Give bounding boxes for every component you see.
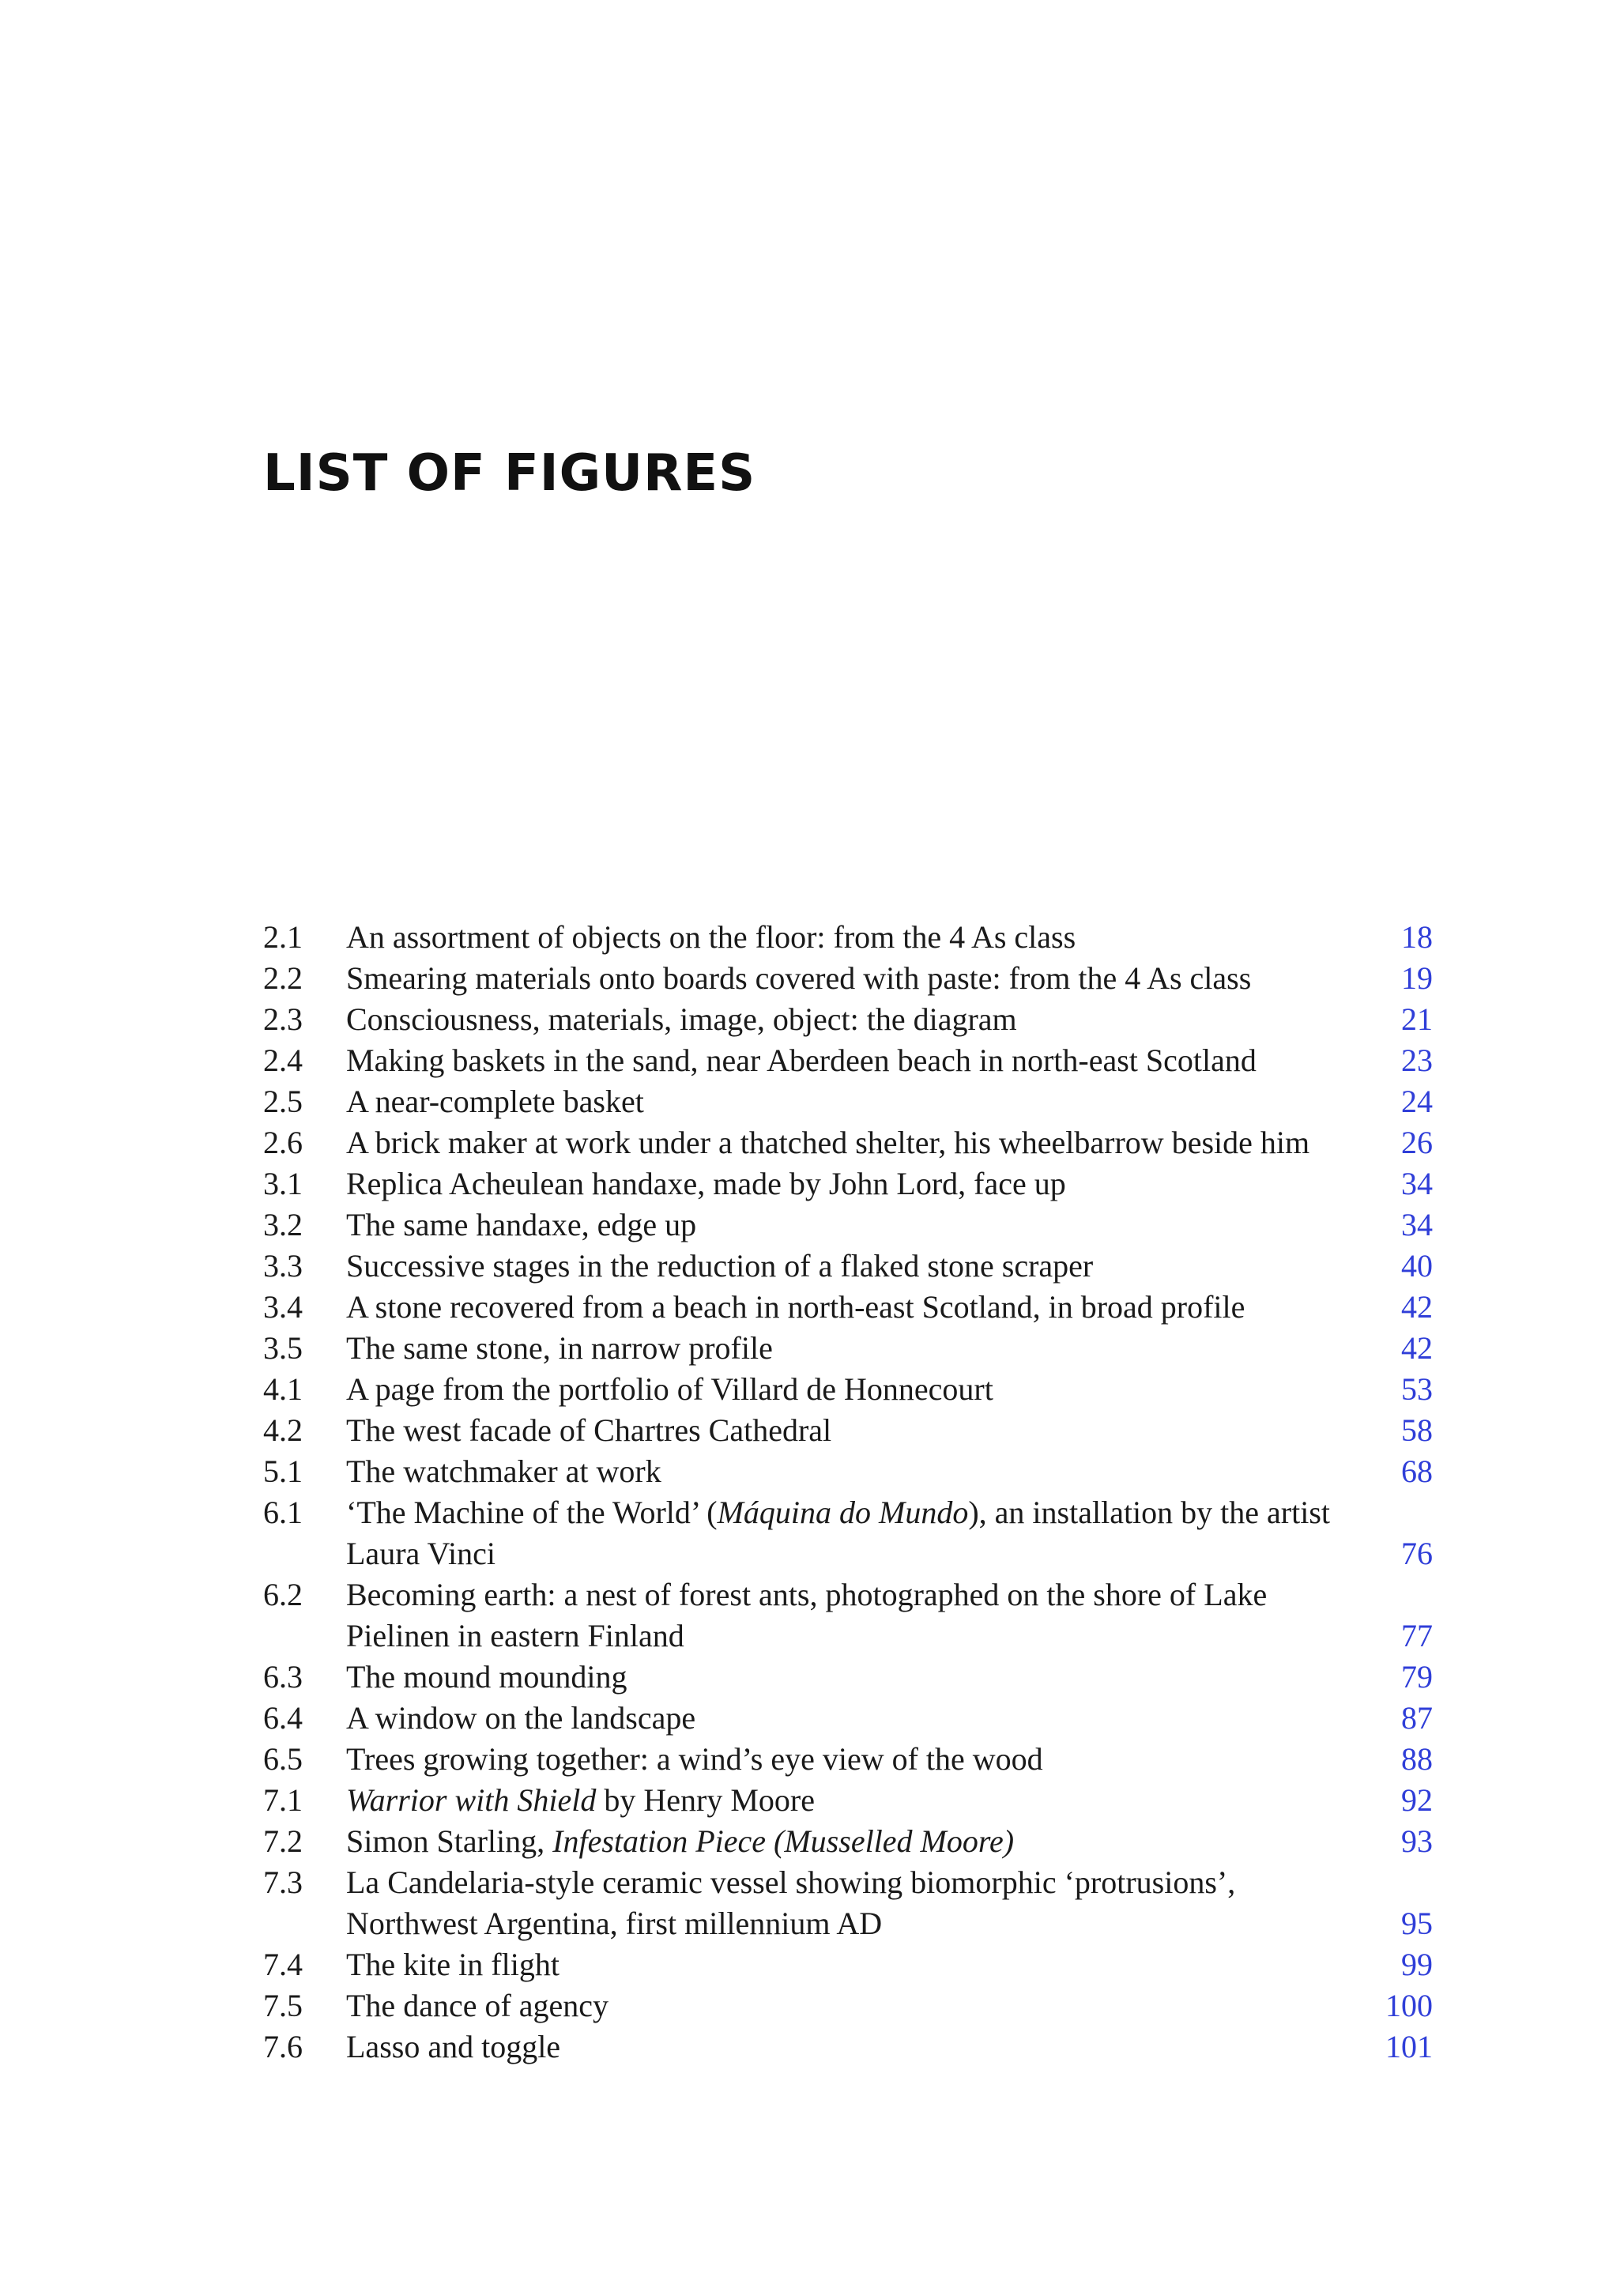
caption-text: The watchmaker at work: [346, 1453, 661, 1489]
figure-caption: [346, 1944, 1338, 1985]
figure-page-link[interactable]: 34: [1401, 1166, 1433, 1201]
figure-page-link[interactable]: 26: [1401, 1125, 1433, 1160]
caption-text: Trees growing together: a wind’s eye view of the wood: [346, 1741, 1043, 1777]
figure-number: 7.3: [263, 1864, 303, 1900]
figure-entry: [263, 1739, 1433, 1780]
figure-entry: [263, 1122, 1433, 1163]
figure-entry: [263, 958, 1433, 999]
figure-entry: [263, 1246, 1433, 1287]
figure-number: 6.1: [263, 1495, 303, 1530]
figure-entry: [263, 1985, 1433, 2026]
figure-page-link[interactable]: 68: [1401, 1453, 1433, 1489]
figure-number: 2.3: [263, 1001, 303, 1037]
figure-caption: [346, 1328, 1338, 1369]
figure-number: 6.5: [263, 1741, 303, 1777]
figure-caption: [346, 917, 1338, 958]
figure-list: [263, 917, 1433, 2068]
figure-caption: [346, 1081, 1338, 1122]
figure-entry: [263, 999, 1433, 1040]
caption-text: Making baskets in the sand, near Aberdeen beach in north-east Scotland: [346, 1042, 1257, 1078]
figure-number: 5.1: [263, 1453, 303, 1489]
caption-text: A window on the landscape: [346, 1700, 696, 1736]
figure-page-link[interactable]: 101: [1385, 2029, 1433, 2064]
figure-number: 4.1: [263, 1371, 303, 1407]
figure-page-link[interactable]: 42: [1401, 1289, 1433, 1325]
figure-caption: [346, 1287, 1338, 1328]
figure-caption: [346, 1574, 1338, 1657]
figure-caption: [346, 1122, 1338, 1163]
figure-page-link[interactable]: 100: [1385, 1988, 1433, 2023]
figure-caption: [346, 1821, 1338, 1862]
figure-caption: [346, 1657, 1338, 1698]
figure-page-link[interactable]: 40: [1401, 1248, 1433, 1284]
figure-entry: [263, 1205, 1433, 1246]
figure-caption: [346, 1739, 1338, 1780]
figure-caption: [346, 1246, 1338, 1287]
caption-text: Simon Starling,: [346, 1823, 553, 1859]
figure-page-link[interactable]: 23: [1401, 1042, 1433, 1078]
figure-entry: [263, 1574, 1433, 1657]
caption-text: The west facade of Chartres Cathedral: [346, 1412, 832, 1448]
figure-number: 7.2: [263, 1823, 303, 1859]
figure-caption: [346, 1862, 1338, 1944]
figure-number: 2.2: [263, 960, 303, 996]
figure-page-link[interactable]: 79: [1401, 1659, 1433, 1695]
figure-number: 3.4: [263, 1289, 303, 1325]
figure-page-link[interactable]: 92: [1401, 1782, 1433, 1818]
figure-number: 3.2: [263, 1207, 303, 1242]
figure-number: 3.3: [263, 1248, 303, 1284]
figure-entry: [263, 1698, 1433, 1739]
figure-number: 6.4: [263, 1700, 303, 1736]
figure-entry: [263, 1163, 1433, 1205]
figure-entry: [263, 917, 1433, 958]
figure-number: 2.1: [263, 919, 303, 955]
figure-number: 2.5: [263, 1084, 303, 1119]
caption-text: A near-complete basket: [346, 1084, 644, 1119]
figure-number: 4.2: [263, 1412, 303, 1448]
figure-number: 3.5: [263, 1330, 303, 1366]
figure-entry: [263, 1492, 1433, 1574]
figure-page-link[interactable]: 87: [1401, 1700, 1433, 1736]
caption-text: The same handaxe, edge up: [346, 1207, 697, 1242]
caption-text: ‘The Machine of the World’ (: [346, 1495, 718, 1530]
figure-page-link[interactable]: 76: [1401, 1536, 1433, 1571]
figure-entry: [263, 1780, 1433, 1821]
figure-caption: [346, 1985, 1338, 2026]
figure-page-link[interactable]: 99: [1401, 1947, 1433, 1982]
figure-number: 7.6: [263, 2029, 303, 2064]
figure-entry: [263, 1862, 1433, 1944]
figure-page-link[interactable]: 18: [1401, 919, 1433, 955]
figure-entry: [263, 1657, 1433, 1698]
figure-page-link[interactable]: 19: [1401, 960, 1433, 996]
caption-italic-text: Warrior with Shield: [346, 1782, 597, 1818]
figure-page-link[interactable]: 24: [1401, 1084, 1433, 1119]
figure-caption: [346, 1492, 1338, 1574]
figure-caption: [346, 1369, 1338, 1410]
figure-caption: [346, 958, 1338, 999]
figure-entry: [263, 1821, 1433, 1862]
figure-page-link[interactable]: 93: [1401, 1823, 1433, 1859]
figure-page-link[interactable]: 34: [1401, 1207, 1433, 1242]
figure-number: 7.1: [263, 1782, 303, 1818]
figure-number: 6.2: [263, 1577, 303, 1612]
caption-text: Replica Acheulean handaxe, made by John Lord, face up: [346, 1166, 1066, 1201]
figure-entry: [263, 2026, 1433, 2068]
caption-text: Lasso and toggle: [346, 2029, 561, 2064]
figure-number: 6.3: [263, 1659, 303, 1695]
figure-number: 2.6: [263, 1125, 303, 1160]
figure-caption: [346, 1163, 1338, 1205]
figure-caption: [346, 999, 1338, 1040]
caption-text: An assortment of objects on the floor: from the 4 As class: [346, 919, 1076, 955]
figure-number: 2.4: [263, 1042, 303, 1078]
caption-text: The same stone, in narrow profile: [346, 1330, 773, 1366]
figure-number: 7.4: [263, 1947, 303, 1982]
figure-caption: [346, 1040, 1338, 1081]
caption-text: The kite in flight: [346, 1947, 560, 1982]
figure-entry: [263, 1369, 1433, 1410]
figure-page-link[interactable]: 21: [1401, 1001, 1433, 1037]
figure-page-link[interactable]: 53: [1401, 1371, 1433, 1407]
figure-caption: [346, 2026, 1338, 2068]
caption-text: Smearing materials onto boards covered with paste: from the 4 As class: [346, 960, 1252, 996]
figure-entry: [263, 1944, 1433, 1985]
figure-entry: [263, 1328, 1433, 1369]
figure-page-link[interactable]: 95: [1401, 1906, 1433, 1941]
figure-caption: [346, 1451, 1338, 1492]
caption-italic-text: Infestation Piece (Musselled Moore): [552, 1823, 1015, 1859]
caption-text: Successive stages in the reduction of a flaked stone scraper: [346, 1248, 1094, 1284]
caption-text: A brick maker at work under a thatched shelter, his wheelbarrow beside him: [346, 1125, 1310, 1160]
caption-text: by Henry Moore: [596, 1782, 815, 1818]
caption-italic-text: Máquina do Mundo: [717, 1495, 969, 1530]
caption-text: Consciousness, materials, image, object: the diagram: [346, 1001, 1017, 1037]
caption-text: A stone recovered from a beach in north-east Scotland, in broad profile: [346, 1289, 1245, 1325]
figure-page-link[interactable]: 88: [1401, 1741, 1433, 1777]
caption-text: La Candelaria-style ceramic vessel showing biomorphic ‘protrusions’, Northwest Argentina, first millennium AD: [346, 1864, 1236, 1941]
figure-caption: [346, 1205, 1338, 1246]
caption-text: Becoming earth: a nest of forest ants, photographed on the shore of Lake Pielinen in eastern Finland: [346, 1577, 1268, 1653]
figure-page-link[interactable]: 58: [1401, 1412, 1433, 1448]
figure-caption: [346, 1698, 1338, 1739]
figure-entry: [263, 1081, 1433, 1122]
figure-page-link[interactable]: 42: [1401, 1330, 1433, 1366]
caption-text: ), an installation by the artist Laura Vinci: [346, 1495, 1331, 1571]
figure-entry: [263, 1451, 1433, 1492]
figure-entry: [263, 1287, 1433, 1328]
caption-text: The dance of agency: [346, 1988, 609, 2023]
page-title: LIST OF FIGURES: [263, 444, 756, 503]
figure-number: 7.5: [263, 1988, 303, 2023]
figure-entry: [263, 1040, 1433, 1081]
figure-caption: [346, 1780, 1338, 1821]
figure-number: 3.1: [263, 1166, 303, 1201]
figure-caption: [346, 1410, 1338, 1451]
caption-text: A page from the portfolio of Villard de Honnecourt: [346, 1371, 993, 1407]
caption-text: The mound mounding: [346, 1659, 627, 1695]
figure-page-link[interactable]: 77: [1401, 1618, 1433, 1653]
figure-entry: [263, 1410, 1433, 1451]
